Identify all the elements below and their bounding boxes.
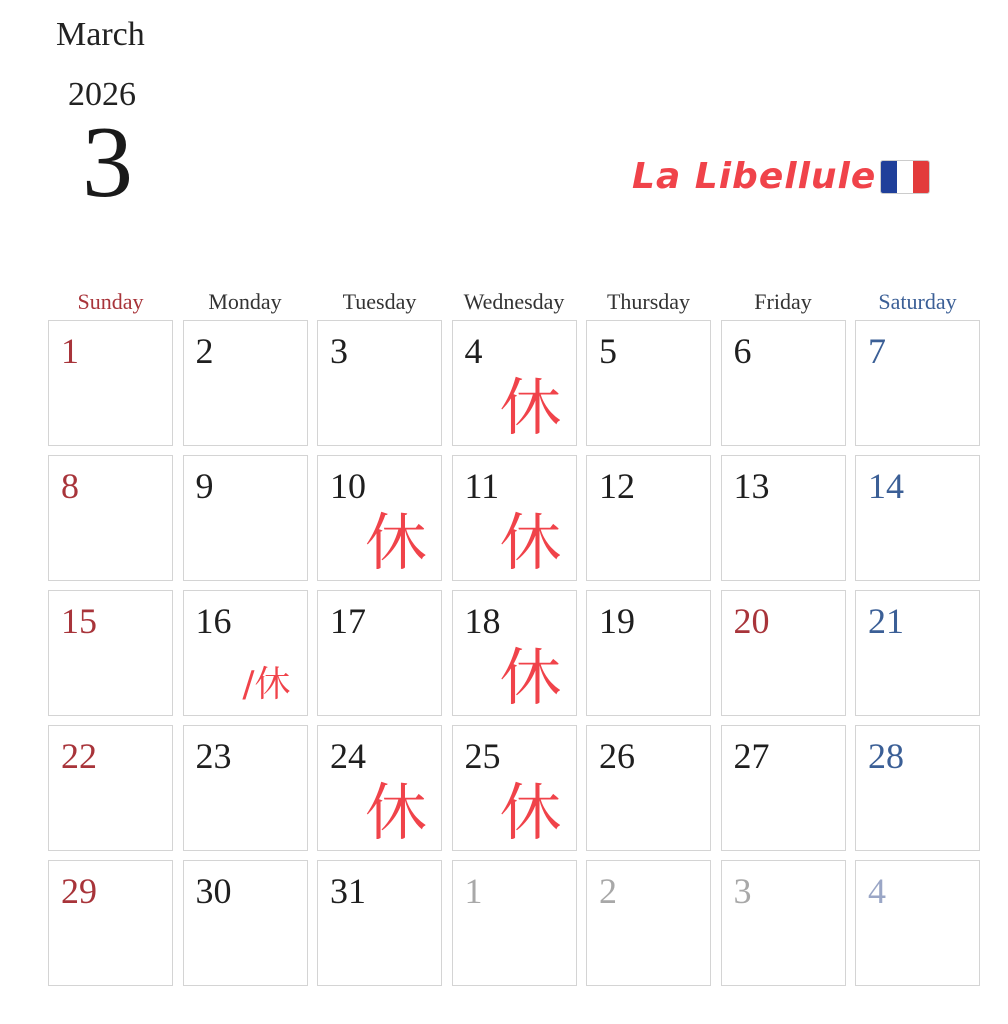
day-cell: [48, 590, 173, 716]
closed-mark: /休: [242, 664, 291, 705]
day-number: 6: [733, 331, 752, 371]
day-cell: [855, 455, 980, 581]
day-number: 10: [330, 466, 366, 506]
day-cell: [721, 860, 846, 986]
day-number: 16: [195, 601, 232, 641]
brand-name: La Libellule: [632, 156, 877, 197]
weekday-monday: Monday: [208, 289, 282, 314]
day-cell: [586, 455, 711, 581]
brand-logo: [632, 156, 930, 197]
day-number: 1: [464, 871, 483, 911]
day-number: 28: [868, 736, 904, 776]
day-number: 3: [733, 871, 752, 911]
flag-stripe-blue: [881, 161, 897, 193]
day-cell: [183, 320, 308, 446]
day-number: 5: [599, 331, 617, 371]
closed-mark: 休: [364, 506, 427, 579]
day-cell: [48, 455, 173, 581]
day-cell: [586, 320, 711, 446]
day-cell: [452, 860, 577, 986]
day-cell: [317, 860, 442, 986]
day-cell: [183, 455, 308, 581]
day-cell: [721, 725, 846, 851]
day-cell: [855, 860, 980, 986]
weekday-friday: Friday: [754, 289, 812, 314]
day-cell: [183, 860, 308, 986]
day-cell: [855, 590, 980, 716]
day-number: 21: [868, 601, 904, 641]
day-number: 22: [61, 736, 97, 776]
month-number: 3: [82, 106, 133, 219]
closed-mark: 休: [499, 371, 562, 444]
day-cell: [317, 590, 442, 716]
weekday-thursday: Thursday: [606, 289, 691, 314]
closed-mark: 休: [499, 506, 562, 579]
day-cell: [317, 455, 442, 581]
day-cell: [317, 725, 442, 851]
weekday-header-row: [48, 284, 986, 320]
day-cell: [48, 860, 173, 986]
day-number: 4: [464, 331, 483, 371]
weekday-sunday: Sunday: [77, 289, 144, 314]
day-number: 25: [464, 736, 501, 776]
weeks-container: [48, 320, 986, 986]
day-number: 23: [195, 736, 232, 776]
day-cell: [452, 590, 577, 716]
day-number: 1: [61, 331, 79, 371]
day-cell: [721, 455, 846, 581]
month-name: March: [56, 16, 145, 53]
day-number: 24: [330, 736, 366, 776]
day-cell: [48, 725, 173, 851]
calendar-grid: [48, 284, 986, 986]
day-number: 14: [868, 466, 904, 506]
france-flag-icon: [880, 160, 930, 194]
day-cell: [452, 455, 577, 581]
year-label: 2026: [68, 76, 136, 113]
closed-mark: 休: [499, 641, 562, 714]
day-number: 18: [464, 601, 501, 641]
closed-mark: 休: [364, 776, 427, 849]
day-cell: [586, 860, 711, 986]
day-cell: [586, 590, 711, 716]
day-number: 26: [599, 736, 635, 776]
day-number: 31: [330, 871, 366, 911]
day-cell: [452, 725, 577, 851]
day-cell: [721, 590, 846, 716]
day-cell: [452, 320, 577, 446]
day-number: 9: [195, 466, 214, 506]
day-number: 17: [330, 601, 366, 641]
day-number: 12: [599, 466, 635, 506]
flag-stripe-red: [913, 161, 929, 193]
day-number: 13: [733, 466, 770, 506]
day-number: 3: [330, 331, 348, 371]
day-number: 20: [733, 601, 770, 641]
day-number: 8: [61, 466, 79, 506]
day-cell: [48, 320, 173, 446]
day-cell: [855, 725, 980, 851]
day-number: 2: [599, 871, 617, 911]
day-number: 30: [195, 871, 232, 911]
day-cell: [317, 320, 442, 446]
day-number: 7: [868, 331, 886, 371]
weekday-wednesday: Wednesday: [463, 289, 565, 314]
day-number: 27: [733, 736, 770, 776]
flag-stripe-white: [897, 161, 913, 193]
weekday-saturday: Saturday: [878, 289, 957, 314]
day-cell: [183, 590, 308, 716]
day-number: 19: [599, 601, 635, 641]
day-number: 15: [61, 601, 97, 641]
day-cell: [183, 725, 308, 851]
day-cell: [855, 320, 980, 446]
day-number: 2: [195, 331, 214, 371]
day-cell: [586, 725, 711, 851]
day-number: 11: [464, 466, 500, 506]
day-number: 4: [868, 871, 886, 911]
closed-mark: 休: [499, 776, 562, 849]
day-cell: [721, 320, 846, 446]
weekday-tuesday: Tuesday: [342, 289, 417, 314]
day-number: 29: [61, 871, 97, 911]
